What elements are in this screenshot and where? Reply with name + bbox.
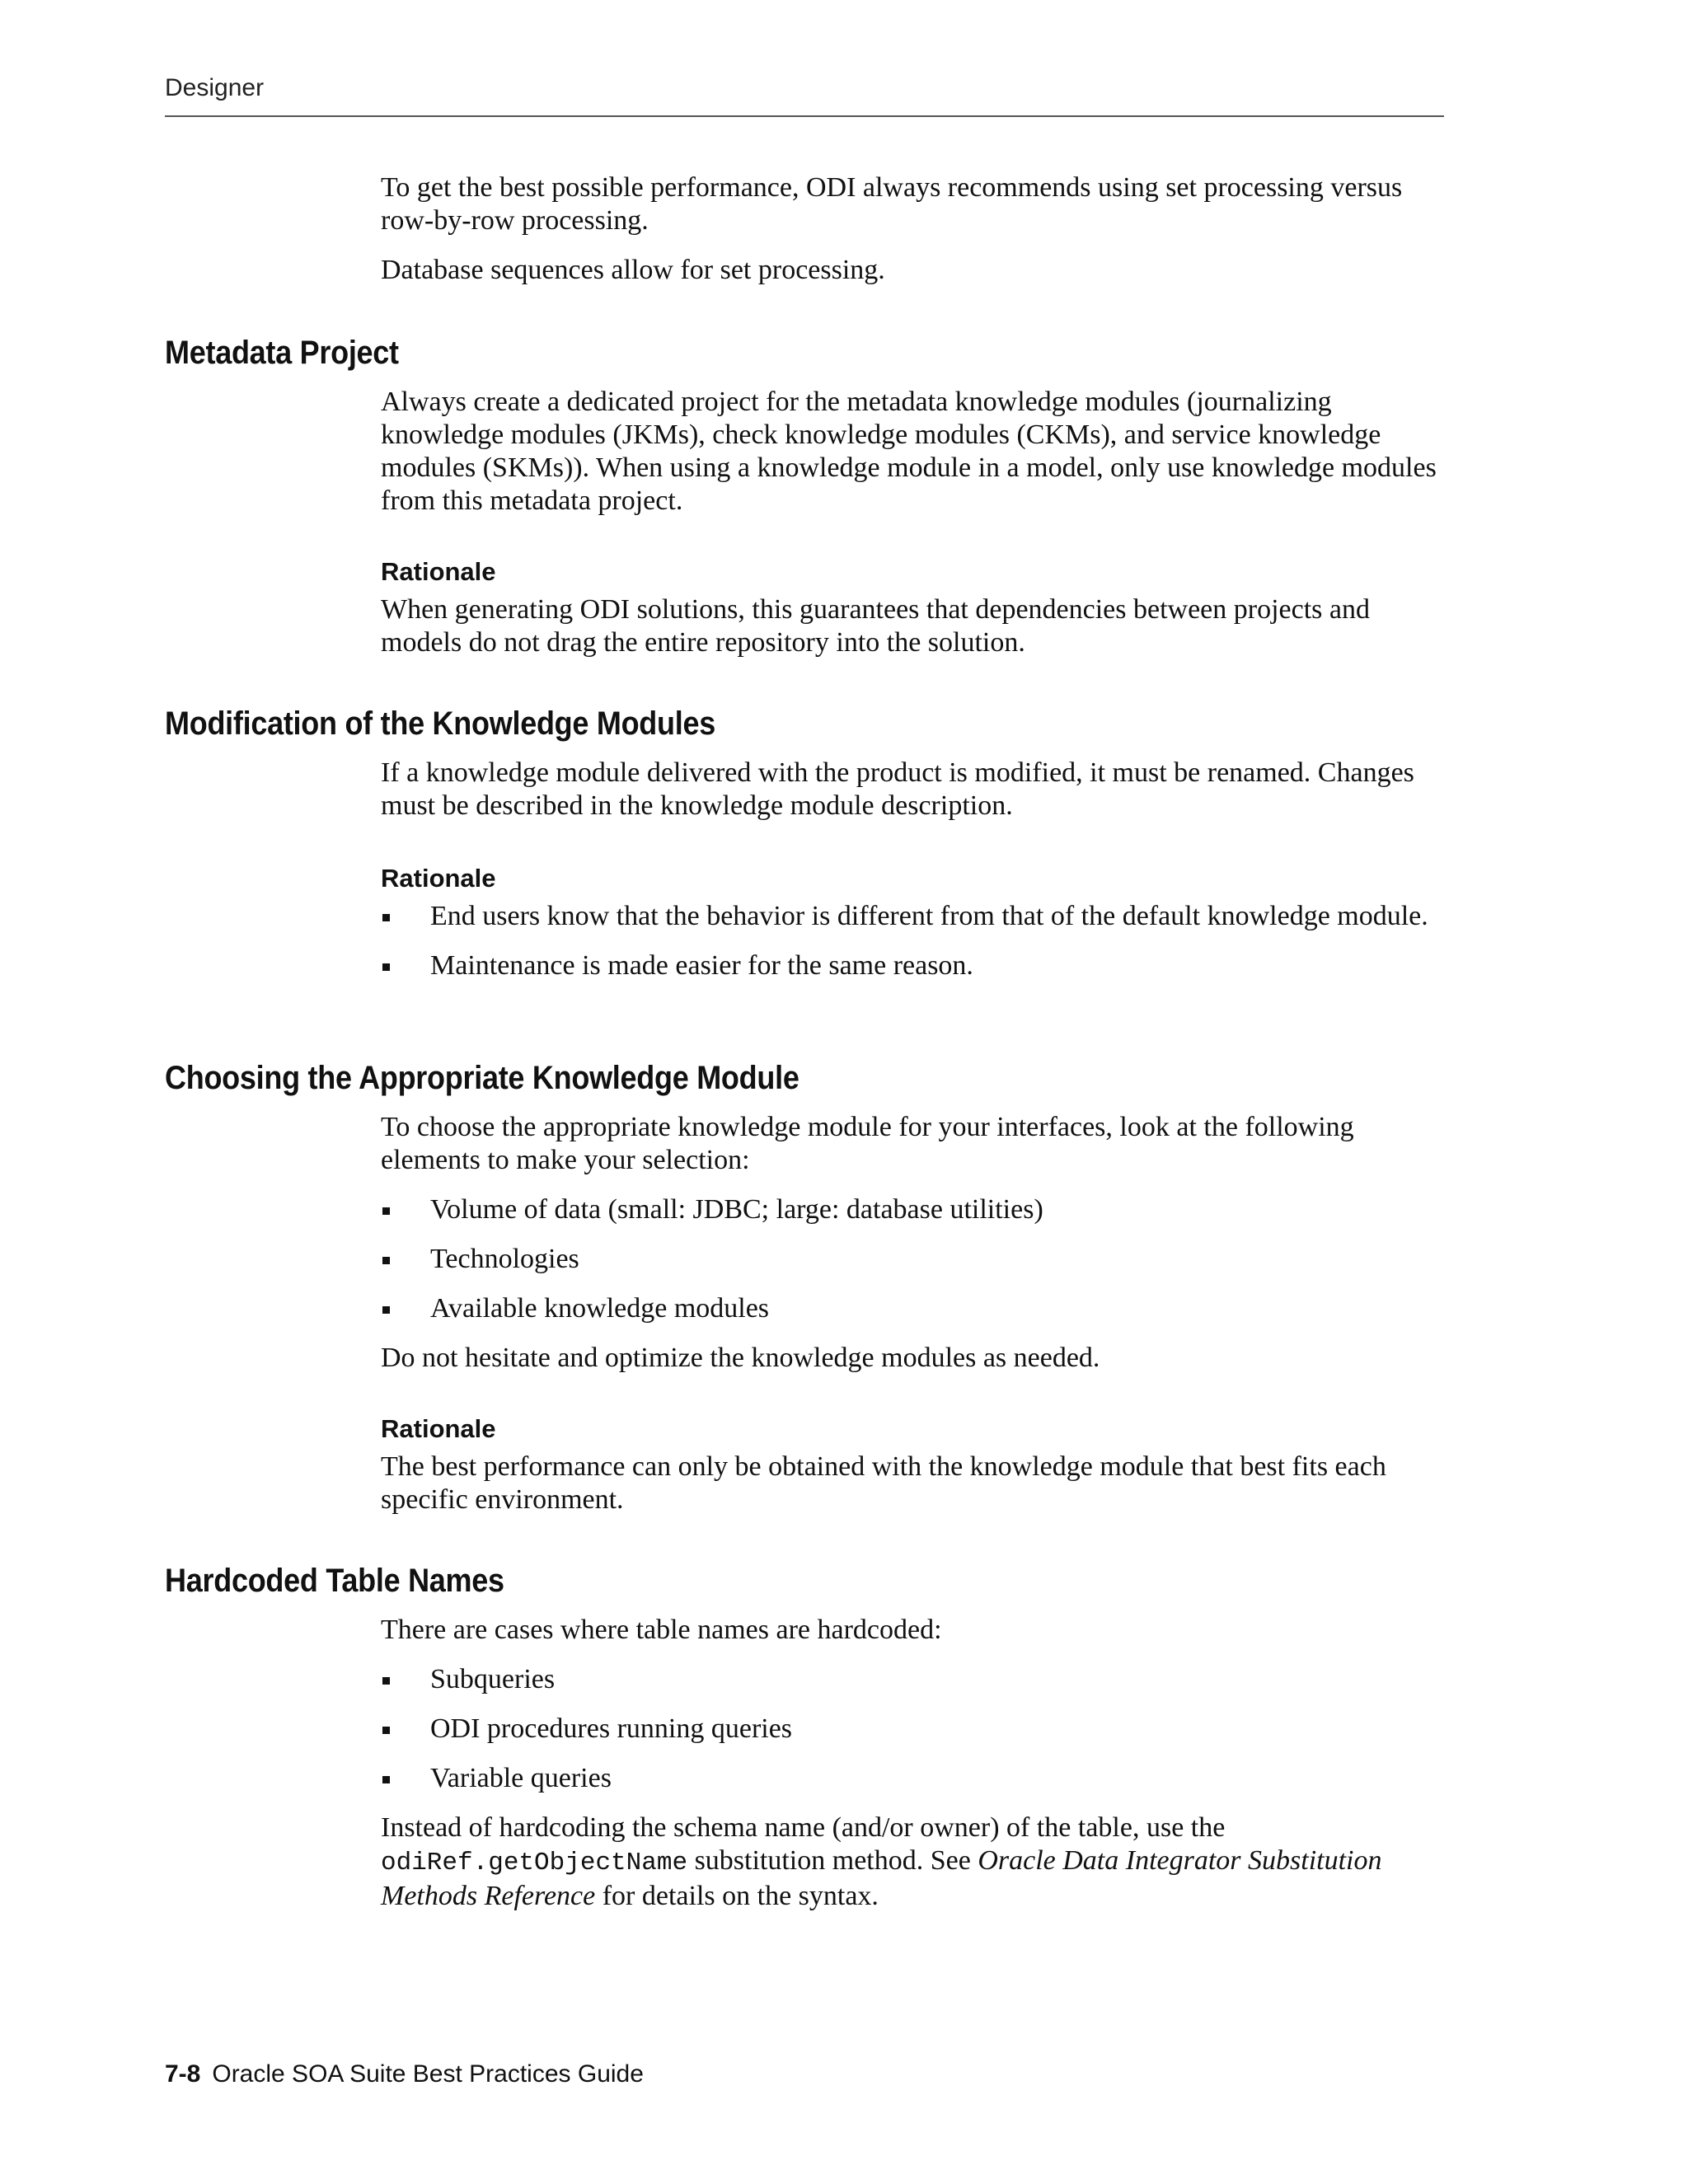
list-item-text: Available knowledge modules: [430, 1293, 770, 1324]
hardcoded-bullets: [381, 1663, 1444, 1795]
bullet-square-icon: [382, 963, 390, 971]
bullet-square-icon: [382, 1776, 390, 1783]
hardcoded-body: [381, 1614, 1444, 1647]
text-run: substitution method. See: [687, 1845, 978, 1876]
rationale-text: When generating ODI solutions, this guarantees that dependencies between projects and models do not drag the entire repository into the solution.: [381, 594, 1370, 658]
list-item-text: Maintenance is made easier for the same reason.: [430, 950, 973, 981]
intro-text: To get the best possible performance, ODI always recommends using set processing versus row-by-row processing.: [381, 172, 1403, 236]
code-term: odiRef.getObjectName: [381, 1849, 688, 1877]
choosing-km-bullets: [381, 1193, 1444, 1325]
list-item-text: Variable queries: [430, 1763, 612, 1793]
bullet-square-icon: [382, 1207, 390, 1215]
list-item: [381, 900, 1444, 933]
rationale-text: The best performance can only be obtained with the knowledge module that best fits each specific environment.: [381, 1451, 1386, 1515]
choosing-km-rationale: [381, 1451, 1444, 1516]
text-run: for details on the syntax.: [595, 1881, 879, 1911]
section-title-choosing-km: Choosing the Appropriate Knowledge Module: [165, 1060, 799, 1096]
list-item: [381, 1713, 1444, 1746]
bullet-square-icon: [382, 1306, 390, 1314]
section-title-modification-km: Modification of the Knowledge Modules: [165, 705, 715, 742]
modification-km-text: If a knowledge module delivered with the product is modified, it must be renamed. Changes must be described in the knowledge module description.: [381, 757, 1414, 821]
book-title: Oracle SOA Suite Best Practices Guide: [212, 2060, 644, 2088]
hardcoded-text: There are cases where table names are hardcoded:: [381, 1615, 942, 1645]
page-number: 7-8: [165, 2060, 201, 2088]
running-head: Designer: [165, 74, 265, 101]
header-rule: [165, 115, 1444, 117]
metadata-project-rationale: [381, 593, 1444, 659]
choosing-km-body: [381, 1111, 1444, 1177]
list-item-text: Technologies: [430, 1244, 579, 1274]
hardcoded-after: [381, 1811, 1444, 1913]
list-item-text: End users know that the behavior is different from that of the default knowledge module.: [430, 901, 1428, 931]
text-run: Instead of hardcoding the schema name (and/or owner) of the table, use the: [381, 1812, 1226, 1843]
modification-km-bullets: [381, 900, 1444, 982]
list-item-text: Subqueries: [430, 1664, 556, 1694]
rationale-heading: Rationale: [381, 1414, 496, 1443]
list-item: [381, 1292, 1444, 1325]
bullet-square-icon: [382, 1677, 390, 1685]
list-item: [381, 1193, 1444, 1226]
list-item: [381, 1762, 1444, 1795]
list-item: [381, 949, 1444, 982]
rationale-heading: Rationale: [381, 557, 496, 586]
choosing-km-after-text: Do not hesitate and optimize the knowledge modules as needed.: [381, 1343, 1100, 1373]
book-reference: Oracle Data Integrator Substitution Methods Reference: [381, 1845, 1382, 1911]
bullet-square-icon: [382, 1257, 390, 1264]
bullet-square-icon: [382, 914, 390, 921]
list-item-text: ODI procedures running queries: [430, 1713, 793, 1744]
rationale-heading: Rationale: [381, 864, 496, 893]
modification-km-body: [381, 757, 1444, 823]
choosing-km-text: To choose the appropriate knowledge module for your interfaces, look at the following elements to make your selection:: [381, 1112, 1354, 1175]
hardcoded-after-text: [381, 1811, 1444, 1913]
list-item: [381, 1243, 1444, 1276]
list-item-text: Volume of data (small: JDBC; large: database utilities): [430, 1194, 1043, 1225]
intro-paragraph-2: [381, 254, 1444, 287]
intro-text-2: Database sequences allow for set processing.: [381, 255, 885, 285]
section-title-metadata-project: Metadata Project: [165, 335, 399, 371]
bullet-square-icon: [382, 1727, 390, 1734]
section-title-hardcoded-table-names: Hardcoded Table Names: [165, 1563, 504, 1599]
choosing-km-after: [381, 1342, 1444, 1375]
metadata-project-text: Always create a dedicated project for the metadata knowledge modules (journalizing knowledge modules (JKMs), check knowledge modules (CKMs), and service knowledge modules (SKMs)). When using a knowledge module in a model, only use knowledge modules from this metadata project.: [381, 387, 1437, 516]
metadata-project-body: [381, 386, 1444, 518]
page-footer: [165, 2060, 644, 2088]
list-item: [381, 1663, 1444, 1696]
intro-paragraph: [381, 171, 1444, 237]
